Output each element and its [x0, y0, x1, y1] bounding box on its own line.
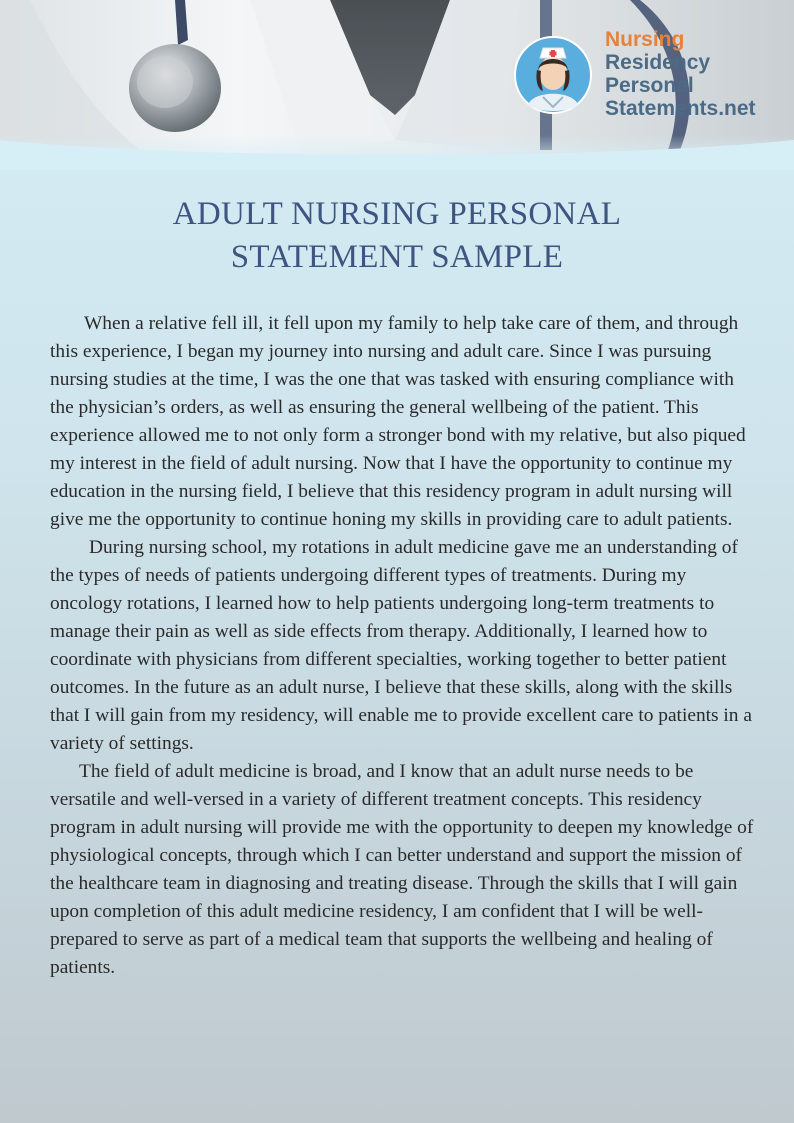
title-line-2: STATEMENT SAMPLE: [230, 239, 564, 275]
paragraph-2: During nursing school, my rotations in adult medicine gave me an understanding of the types of needs of patients undergoing different types of treatments. During my oncology rotations, I learned how to help patients undergoing long-term treatments to manage their pain as well as side effects from therapy. Additionally, I learned how to coordinate with physicians from different specialties, working together to better patient outcomes. In the future as an adult nurse, I believe that these skills, along with the skills that I will gain from my residency, will enable me to provide excellent care to patients in a variety of settings.: [50, 537, 752, 754]
paragraph-1: When a relative fell ill, it fell upon my family to help take care of them, and through this experience, I began my journey into nursing and adult care. Since I was pursuing nursing studies at the time, I was the one that was tasked with ensuring compliance with the physician’s orders, as well as ensuring the general wellbeing of the patient. This experience allowed me to not only form a stronger bond with my relative, but also piqued my interest in the field of adult nursing. Now that I have the opportunity to continue my education in the nursing field, I believe that this residency program in adult nursing will give me the opportunity to continue honing my skills in providing care to adult patients.: [50, 313, 746, 530]
brand-line-personal: Personal: [605, 74, 694, 97]
brand-line-nursing: Nursing: [605, 28, 685, 51]
nurse-avatar-icon: [513, 35, 593, 115]
brand-line-residency: Residency: [605, 51, 711, 74]
title-line-1: ADULT NURSING PERSONAL: [172, 196, 622, 232]
brand-name: [605, 28, 790, 120]
brand-line-statements: Statements.net: [605, 97, 756, 120]
header-banner: [0, 0, 794, 170]
paragraph-3: The field of adult medicine is broad, and I know that an adult nurse needs to be versatile and well-versed in a variety of different treatment concepts. This residency program in adult nursing will provide me with the opportunity to deepen my knowledge of physiological concepts, through which I can better understand and support the mission of the healthcare team in diagnosing and treating disease. Through the skills that I will gain upon completion of this adult medicine residency, I am confident that I will be well-prepared to serve as part of a medical team that supports the wellbeing and healing of patients.: [50, 761, 754, 978]
statement-body: [50, 310, 762, 982]
page-title: [90, 193, 704, 279]
